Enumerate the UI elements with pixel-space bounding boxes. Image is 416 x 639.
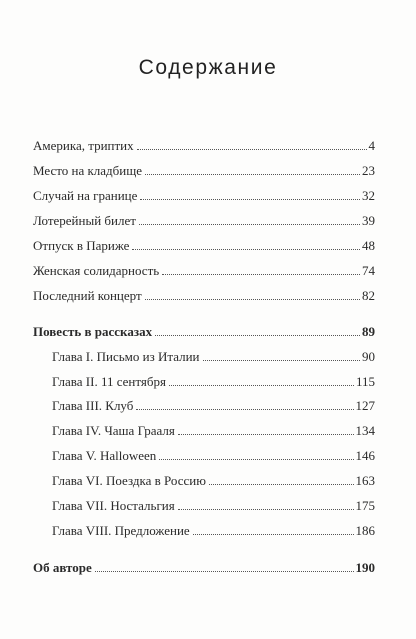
toc-about-title: Об авторе: [33, 560, 92, 575]
toc-chapter-page: 175: [355, 498, 375, 513]
dot-leader: [155, 335, 360, 336]
toc-chapter[interactable]: [52, 448, 375, 464]
toc-entry-page: 4: [368, 138, 375, 153]
toc-chapter-title: Глава II. 11 сентября: [52, 374, 166, 389]
toc-chapter-title: Глава I. Письмо из Италии: [52, 349, 200, 364]
toc-entry-title: Место на кладбище: [33, 163, 143, 178]
toc-entry-title: Женская солидарность: [33, 263, 160, 278]
toc-entry[interactable]: [33, 263, 375, 279]
toc-chapter-page: 186: [355, 523, 375, 538]
toc-chapter[interactable]: [52, 498, 375, 514]
dot-leader: [136, 409, 353, 410]
toc-chapter-title: Глава VIII. Предложение: [52, 523, 190, 538]
toc-chapter[interactable]: [52, 349, 375, 365]
toc-chapter-title: Глава VII. Ностальгия: [52, 498, 175, 513]
dot-leader: [203, 360, 361, 361]
toc-chapter-page: 163: [355, 473, 375, 488]
toc-entry[interactable]: [33, 288, 375, 304]
toc-entry-page: 82: [362, 288, 375, 303]
toc-section-page: 89: [362, 324, 375, 339]
toc-section-title: Повесть в рассказах: [33, 324, 153, 339]
toc-about[interactable]: [33, 560, 375, 576]
dot-leader: [140, 199, 360, 200]
toc-entry-title: Случай на границе: [33, 188, 138, 203]
toc-chapter[interactable]: [52, 523, 375, 539]
dot-leader: [159, 459, 353, 460]
dot-leader: [137, 149, 367, 150]
toc-entry-title: Отпуск в Париже: [33, 238, 130, 253]
toc-entry[interactable]: [33, 238, 375, 254]
dot-leader: [132, 249, 360, 250]
toc-chapter-title: Глава IV. Чаша Грааля: [52, 423, 175, 438]
toc-chapter-page: 115: [355, 374, 375, 389]
toc-chapter-page: 146: [355, 448, 375, 463]
toc-entry-page: 39: [362, 213, 375, 228]
dot-leader: [139, 224, 360, 225]
toc-entry-page: 48: [362, 238, 375, 253]
toc-chapter[interactable]: [52, 374, 375, 390]
dot-leader: [162, 274, 360, 275]
page-title: Содержание: [138, 56, 278, 79]
toc-entry[interactable]: [33, 163, 375, 179]
toc-about-page: 190: [355, 560, 375, 575]
toc-chapter-title: Глава VI. Поездка в Россию: [52, 473, 206, 488]
toc-entry[interactable]: [33, 138, 375, 154]
toc-entry-title: Последний концерт: [33, 288, 142, 303]
toc-entry-title: Лотерейный билет: [33, 213, 136, 228]
dot-leader: [193, 534, 354, 535]
toc-entry[interactable]: [33, 188, 375, 204]
toc-chapter-page: 90: [362, 349, 375, 364]
toc-entry-title: Америка, триптих: [33, 138, 134, 153]
toc-chapter-title: Глава V. Halloween: [52, 448, 157, 463]
dot-leader: [178, 509, 354, 510]
toc-chapter-page: 127: [355, 398, 375, 413]
dot-leader: [209, 484, 354, 485]
toc-chapter[interactable]: [52, 398, 375, 414]
toc-chapter[interactable]: [52, 473, 375, 489]
dot-leader: [178, 434, 354, 435]
toc-entry-page: 74: [362, 263, 375, 278]
bleed-through-text: [0, 14, 416, 26]
toc-chapter-page: 134: [355, 423, 375, 438]
toc-entry-page: 32: [362, 188, 375, 203]
toc-section[interactable]: [33, 324, 375, 340]
toc-chapter[interactable]: [52, 423, 375, 439]
dot-leader: [95, 571, 354, 572]
toc-entry-page: 23: [362, 163, 375, 178]
dot-leader: [145, 174, 360, 175]
dot-leader: [169, 385, 354, 386]
toc-entry[interactable]: [33, 213, 375, 229]
toc-chapter-title: Глава III. Клуб: [52, 398, 134, 413]
dot-leader: [145, 299, 360, 300]
